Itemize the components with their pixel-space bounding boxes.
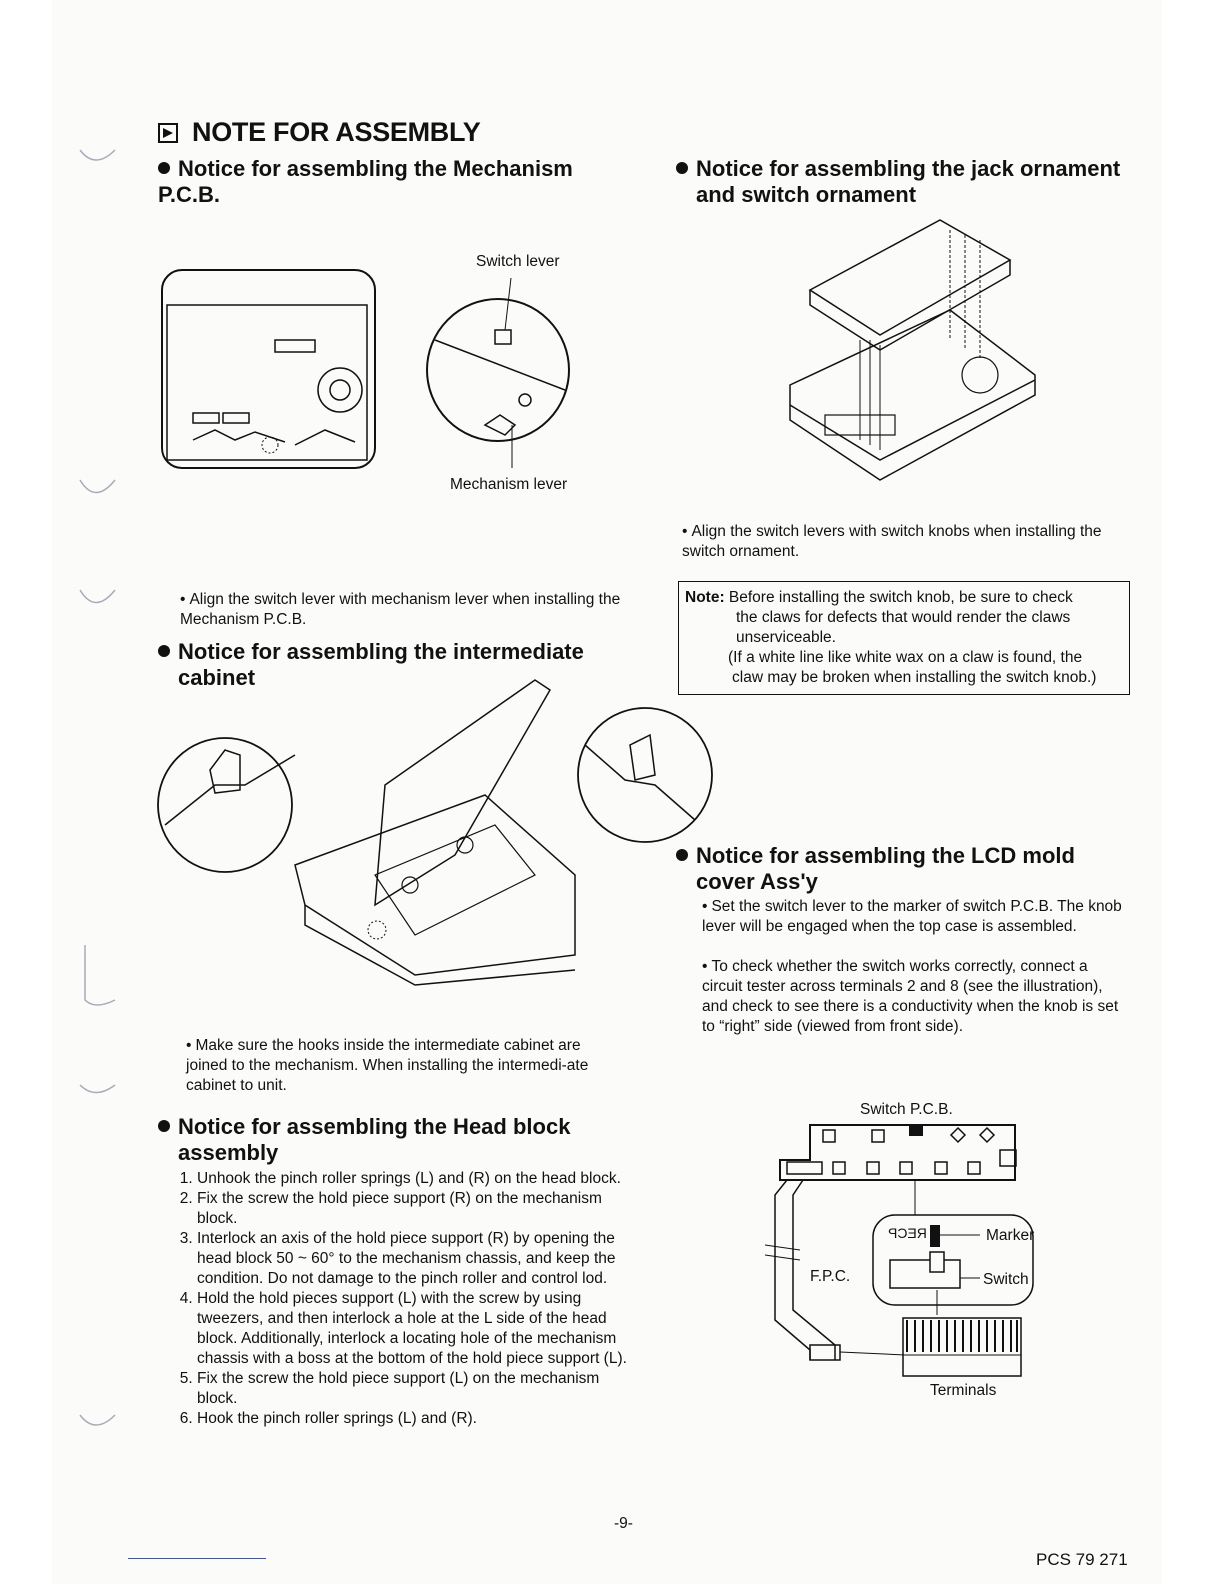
binder-holes-decoration [0, 0, 130, 1584]
lcd-instruction-1: • Set the switch lever to the marker of switch P.C.B. The knob lever will be engaged when the top case is assembled. [702, 897, 1132, 937]
bullet-icon [158, 162, 170, 174]
switch-pcb-diagram [765, 1120, 1045, 1390]
section-marker-icon [158, 123, 178, 143]
intermediate-instruction: • Make sure the hooks inside the intermediate cabinet are joined to the mechanism. When installing the intermedi-ate cabinet to unit. [186, 1036, 626, 1096]
intermediate-heading: Notice for assembling the intermediate cabinet [158, 639, 658, 691]
marker-label: Marker [986, 1227, 1035, 1244]
bullet-icon [676, 162, 688, 174]
rec-mark-text: RECP [888, 1225, 927, 1241]
switch-label: Switch [983, 1271, 1029, 1288]
document-code: PCS 79 271 [1036, 1550, 1128, 1569]
note-label: Note: [685, 589, 725, 606]
section-title-text: NOTE FOR ASSEMBLY [192, 117, 481, 147]
mech-pcb-instruction: • Align the switch lever with mechanism lever when installing the Mechanism P.C.B. [180, 590, 650, 630]
step-item: 3. Interlock an axis of the hold piece support (R) by opening the head block 50 ~ 60° to the mechanism chassis, and keep the condition. Do not damage to the pinch roller and control lod. [197, 1229, 628, 1289]
jack-ornament-heading: Notice for assembling the jack ornament and switch ornament [676, 156, 1146, 208]
jack-ornament-diagram [780, 210, 1050, 500]
terminals-label: Terminals [930, 1382, 997, 1399]
bullet-icon [158, 1120, 170, 1132]
switch-lever-label: Switch lever [476, 253, 560, 270]
fpc-label: F.P.C. [810, 1268, 851, 1285]
section-title [158, 117, 480, 148]
head-block-steps [173, 1169, 628, 1429]
bullet-icon [676, 849, 688, 861]
step-item: 2. Fix the screw the hold piece support (R) on the mechanism block. [197, 1189, 628, 1229]
step-item: 6. Hook the pinch roller springs (L) and (R). [197, 1409, 628, 1429]
bullet-icon [158, 645, 170, 657]
step-item: 4. Hold the hold pieces support (L) with the screw by using tweezers, and then interlock a hole at the L side of the head block. Additionally, interlock a locating hole of the mechanism chassis with a boss at the bottom of the hold piece support (L). [197, 1289, 628, 1369]
jack-ornament-instruction: • Align the switch levers with switch knobs when installing the switch ornament. [682, 522, 1132, 562]
lcd-heading: Notice for assembling the LCD mold cover Ass'y [676, 843, 1146, 895]
footer-rule [128, 1558, 266, 1559]
page-number: -9- [614, 1515, 633, 1532]
head-block-heading: Notice for assembling the Head block assembly [158, 1114, 638, 1166]
note-box: Note: Before installing the switch knob, be sure to check the claws for defects that would render the claws unserviceable. (If a white line like white wax on a claw is found, the claw may be broken when installing the switch knob.) [678, 581, 1130, 695]
switch-pcb-label: Switch P.C.B. [860, 1101, 953, 1118]
mechanism-pcb-diagram [155, 250, 655, 500]
mech-pcb-heading: Notice for assembling the Mechanism P.C.B. [158, 156, 573, 207]
step-item: 1. Unhook the pinch roller springs (L) and (R) on the head block. [197, 1169, 628, 1189]
mechanism-lever-label: Mechanism lever [450, 476, 568, 493]
intermediate-cabinet-diagram [155, 675, 715, 985]
step-item: 5. Fix the screw the hold piece support (L) on the mechanism block. [197, 1369, 628, 1409]
lcd-instruction-2: • To check whether the switch works correctly, connect a circuit tester across terminals 2 and 8 (see the illustration), and check to see there is a conductivity when the knob is set to “right” side (viewed from front side). [702, 957, 1132, 1037]
